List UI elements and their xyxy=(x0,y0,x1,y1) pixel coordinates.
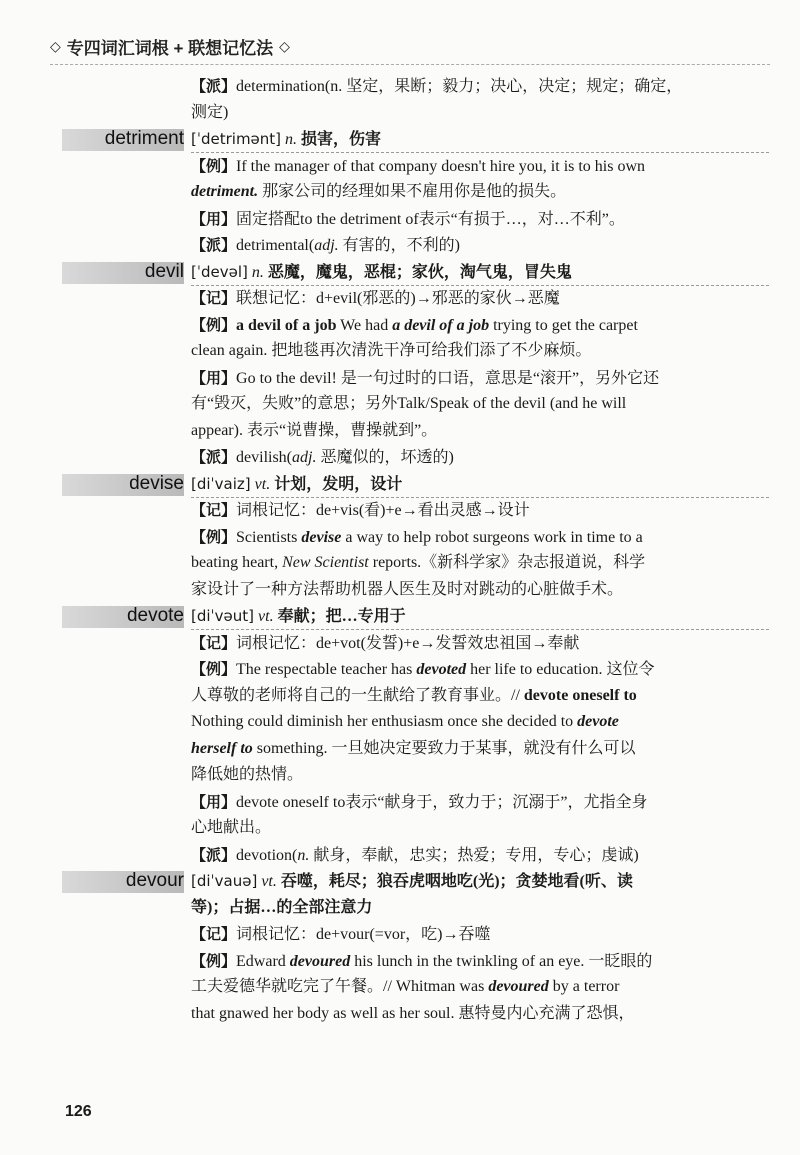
page-content xyxy=(0,73,800,1027)
example-line xyxy=(0,550,800,577)
tag-derivation: 【派】 xyxy=(191,236,237,254)
example-keyword: devote xyxy=(577,713,619,730)
derivation-text: devilish( xyxy=(236,449,293,466)
part-of-speech: n. xyxy=(297,846,310,864)
example-line xyxy=(0,312,800,339)
entry-devour xyxy=(0,868,800,895)
prev-derivation xyxy=(0,73,800,100)
example-line xyxy=(0,179,800,206)
example-translation: 那家公司的经理如果不雇用你是他的损失。 xyxy=(258,183,567,200)
example-text: Scientists xyxy=(236,528,302,546)
example-keyword: a devil of a job xyxy=(392,316,490,334)
example-keyword: detriment. xyxy=(191,183,259,200)
example-text: her life to education. 这位令 xyxy=(466,661,655,678)
derivation-line xyxy=(0,842,800,869)
derivation-text: determination(n. 坚定，果断；毅力；决心，决定；规定；确定， xyxy=(236,78,683,95)
example-text: clean again. 把地毯再次清洗干净可给我们添了不少麻烦。 xyxy=(191,342,592,359)
usage-line xyxy=(0,391,800,418)
headword: detriment xyxy=(104,128,184,149)
derivation-text: 有害的，不利的) xyxy=(338,237,460,254)
example-keyword: devoured xyxy=(289,952,351,970)
entry-devote xyxy=(0,603,800,630)
derivation-text: 恶魔似的，坏透的) xyxy=(316,449,454,466)
derivation-line xyxy=(0,444,800,471)
definition: 等)；占据…的全部注意力 xyxy=(191,898,373,916)
headword: devise xyxy=(129,472,184,494)
example-line xyxy=(0,709,800,736)
memory-line xyxy=(0,921,800,948)
memory-text: 词根记忆：de+vour(=vor，吃)→吞噬 xyxy=(236,926,491,943)
usage-text: 固定搭配to the detriment of表示“有损于…，对…不利”。 xyxy=(236,210,625,228)
example-translation: 家设计了一种方法帮助机器人医生及时对跳动的心脏做手术。 xyxy=(191,580,624,598)
phonetic: [diˈvəut] xyxy=(191,607,255,625)
definition: 损害，伤害 xyxy=(297,131,382,148)
example-text: Edward xyxy=(236,952,290,970)
usage-text: appear). 表示“说曹操，曹操就到”。 xyxy=(191,421,438,439)
derivation-text: 献身，奉献，忠实；热爱；专用，专心；虔诚) xyxy=(309,846,639,864)
example-text: If the manager of that company doesn't hire you, it is to his own xyxy=(236,157,646,175)
memory-text: 词根记忆：de+vis(看)+e→看出灵感→设计 xyxy=(236,502,530,519)
tag-derivation: 【派】 xyxy=(191,448,237,466)
entry-detriment xyxy=(0,126,800,153)
example-line xyxy=(0,762,800,789)
example-phrase: devote oneself to xyxy=(523,686,637,704)
definition: 恶魔，魔鬼，恶棍；家伙，淘气鬼，冒失鬼 xyxy=(263,263,572,281)
tag-usage: 【用】 xyxy=(191,792,237,811)
memory-text: 词根记忆：de+vot(发誓)+e→发誓效忠祖国→奉献 xyxy=(236,634,580,652)
headword: devote xyxy=(126,605,184,626)
tag-derivation: 【派】 xyxy=(191,77,237,95)
part-of-speech: adj. xyxy=(292,449,317,466)
tag-example: 【例】 xyxy=(191,660,237,678)
example-line xyxy=(0,656,800,683)
example-keyword: devoted xyxy=(416,661,467,678)
example-line xyxy=(0,338,800,365)
phonetic: [ˈdetrimənt] xyxy=(191,130,282,148)
example-text: beating heart, xyxy=(191,554,283,571)
tag-usage: 【用】 xyxy=(191,368,237,387)
definition: 吞噬，耗尽；狼吞虎咽地吃(光)；贪婪地看(听、读 xyxy=(276,873,633,890)
example-text: We had xyxy=(336,316,393,334)
derivation-text: detrimental( xyxy=(236,237,315,254)
example-translation: 降低她的热情。 xyxy=(191,766,304,783)
usage-text: 有“毁灭，失败”的意思；另外Talk/Speak of the devil (and he will xyxy=(191,395,627,412)
example-line xyxy=(0,683,800,710)
usage-line xyxy=(0,206,800,233)
tag-memory: 【记】 xyxy=(191,501,237,519)
part-of-speech: vt. xyxy=(261,873,277,890)
tag-example: 【例】 xyxy=(191,315,237,334)
memory-line xyxy=(0,630,800,657)
example-line xyxy=(0,153,800,180)
tag-usage: 【用】 xyxy=(191,209,237,228)
phonetic: [diˈvaiz] xyxy=(191,474,251,493)
example-text: something. 一旦她决定要致力于某事，就没有什么可以 xyxy=(252,739,636,757)
example-line xyxy=(0,577,800,604)
header-title: 专四词汇词根 + 联想记忆法 xyxy=(66,39,274,58)
headword: devil xyxy=(144,260,184,282)
tag-example: 【例】 xyxy=(191,156,237,175)
memory-text: 联想记忆：d+evil(邪恶的)→邪恶的家伙→恶魔 xyxy=(236,290,560,307)
part-of-speech: vt. xyxy=(258,608,274,625)
tag-example: 【例】 xyxy=(191,527,237,546)
memory-line xyxy=(0,497,800,524)
usage-line xyxy=(0,815,800,842)
example-keyword: devise xyxy=(301,528,342,546)
example-line xyxy=(0,524,800,551)
part-of-speech: adj. xyxy=(314,237,339,254)
example-line xyxy=(0,948,800,975)
example-line xyxy=(0,736,800,763)
example-text: by a terror xyxy=(548,978,620,995)
usage-line xyxy=(0,789,800,816)
example-text: The respectable teacher has xyxy=(236,661,417,678)
diamond-icon: ◇ xyxy=(50,38,61,54)
entry-devise xyxy=(0,471,800,498)
part-of-speech: n. xyxy=(285,131,298,148)
prev-derivation-cont xyxy=(0,100,800,127)
memory-line xyxy=(0,285,800,312)
example-phrase: a devil of a job xyxy=(236,316,337,334)
tag-memory: 【记】 xyxy=(191,289,237,307)
example-keyword: devoured xyxy=(488,978,549,995)
example-text: Nothing could diminish her enthusiasm once she decided to xyxy=(191,713,578,730)
usage-line xyxy=(0,418,800,445)
example-line xyxy=(0,974,800,1001)
diamond-icon: ◇ xyxy=(279,38,290,54)
example-text: his lunch in the twinkling of an eye. 一眨眼的 xyxy=(350,952,653,970)
running-header xyxy=(50,34,770,59)
example-text: trying to get the carpet xyxy=(489,316,638,334)
derivation-text: 测定) xyxy=(191,103,229,121)
header-divider xyxy=(50,64,770,65)
usage-text: Go to the devil! 是一句过时的口语，意思是“滚开”，另外它还 xyxy=(236,369,660,387)
example-source: New Scientist xyxy=(282,554,369,571)
tag-memory: 【记】 xyxy=(191,633,237,652)
example-text: a way to help robot surgeons work in time to a xyxy=(341,528,643,546)
headword: devour xyxy=(125,870,184,891)
example-text: reports.《新科学家》杂志报道说，科学 xyxy=(368,554,646,571)
definition-line xyxy=(0,895,800,922)
example-keyword: herself to xyxy=(191,739,253,757)
example-line xyxy=(0,1001,800,1028)
entry-devil xyxy=(0,259,800,286)
tag-memory: 【记】 xyxy=(191,925,237,943)
usage-text: 心地献出。 xyxy=(191,819,272,836)
part-of-speech: vt. xyxy=(254,475,271,493)
definition: 计划，发明，设计 xyxy=(270,475,403,493)
usage-line xyxy=(0,365,800,392)
phonetic: [diˈvauə] xyxy=(191,872,258,890)
tag-derivation: 【派】 xyxy=(191,845,237,864)
example-text: 工夫爱德华就吃完了午餐。// Whitman was xyxy=(191,978,489,995)
part-of-speech: n. xyxy=(251,263,264,281)
page-number: 126 xyxy=(65,1103,92,1120)
derivation-text: devotion( xyxy=(236,846,298,864)
derivation-line xyxy=(0,232,800,259)
example-text: 人尊敬的老师将自己的一生献给了教育事业。// xyxy=(191,686,524,704)
phonetic: [ˈdevəl] xyxy=(191,262,248,281)
usage-text: devote oneself to表示“献身于，致力于；沉溺于”，尤指全身 xyxy=(236,793,648,811)
example-text: that gnawed her body as well as her soul. 惠特曼内心充满了恐惧， xyxy=(191,1004,635,1022)
tag-example: 【例】 xyxy=(191,951,237,970)
definition: 奉献；把…专用于 xyxy=(273,608,406,625)
